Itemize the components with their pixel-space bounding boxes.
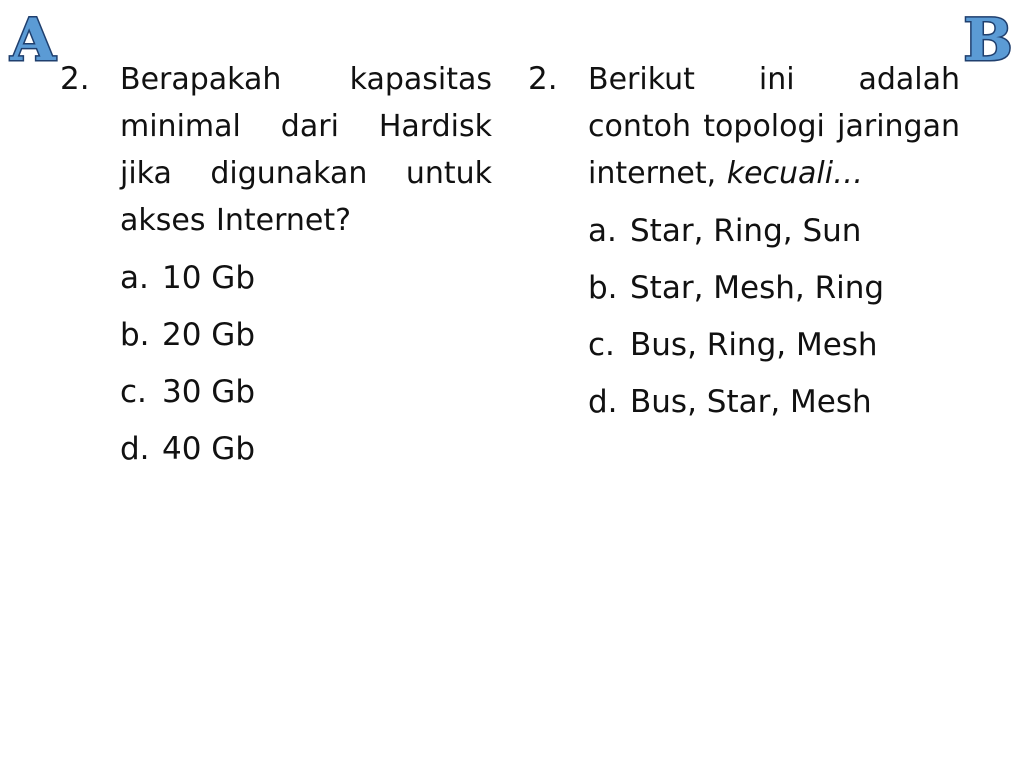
question-a-option-a	[120, 250, 492, 307]
option-text: 30 Gb	[162, 374, 255, 410]
option-letter: c.	[588, 327, 615, 363]
option-text: Bus, Ring, Mesh	[630, 327, 878, 363]
option-letter: d.	[588, 384, 618, 420]
question-a-option-c	[120, 364, 492, 421]
question-a-header	[60, 56, 492, 244]
option-text: 20 Gb	[162, 317, 255, 353]
option-text: Star, Mesh, Ring	[630, 270, 885, 306]
question-a	[60, 56, 492, 478]
question-b-emphasis: kecuali…	[726, 156, 864, 191]
question-a-option-b	[120, 307, 492, 364]
question-b-option-d	[588, 374, 960, 431]
question-a-options	[120, 250, 492, 478]
option-letter: d.	[120, 431, 150, 467]
option-letter: a.	[588, 213, 617, 249]
question-a-number: 2.	[60, 61, 90, 97]
team-b-badge	[960, 6, 1016, 74]
question-b-text-block	[588, 56, 960, 197]
team-a-letter: A	[10, 6, 56, 74]
team-b-badge-graphic	[960, 6, 1016, 74]
question-b	[528, 56, 960, 431]
team-a-badge-graphic	[5, 6, 61, 74]
question-b-options	[588, 203, 960, 431]
option-letter: c.	[120, 374, 147, 410]
option-text: 40 Gb	[162, 431, 255, 467]
question-b-header	[528, 56, 960, 197]
option-text: Star, Ring, Sun	[630, 213, 862, 249]
question-a-option-d	[120, 421, 492, 478]
question-b-option-a	[588, 203, 960, 260]
option-letter: b.	[588, 270, 618, 306]
option-letter: a.	[120, 260, 149, 296]
question-b-number: 2.	[528, 61, 558, 97]
question-b-text: Berikut ini adalah contoh topologi jaringan internet,	[588, 62, 960, 191]
question-b-option-c	[588, 317, 960, 374]
team-b-letter: B	[963, 6, 1013, 74]
option-text: Bus, Star, Mesh	[630, 384, 872, 420]
question-b-option-b	[588, 260, 960, 317]
option-letter: b.	[120, 317, 150, 353]
question-a-text: Berapakah kapasitas minimal dari Hardisk jika digunakan untuk akses Internet?	[120, 62, 492, 238]
team-a-badge	[5, 6, 61, 74]
option-text: 10 Gb	[162, 260, 255, 296]
